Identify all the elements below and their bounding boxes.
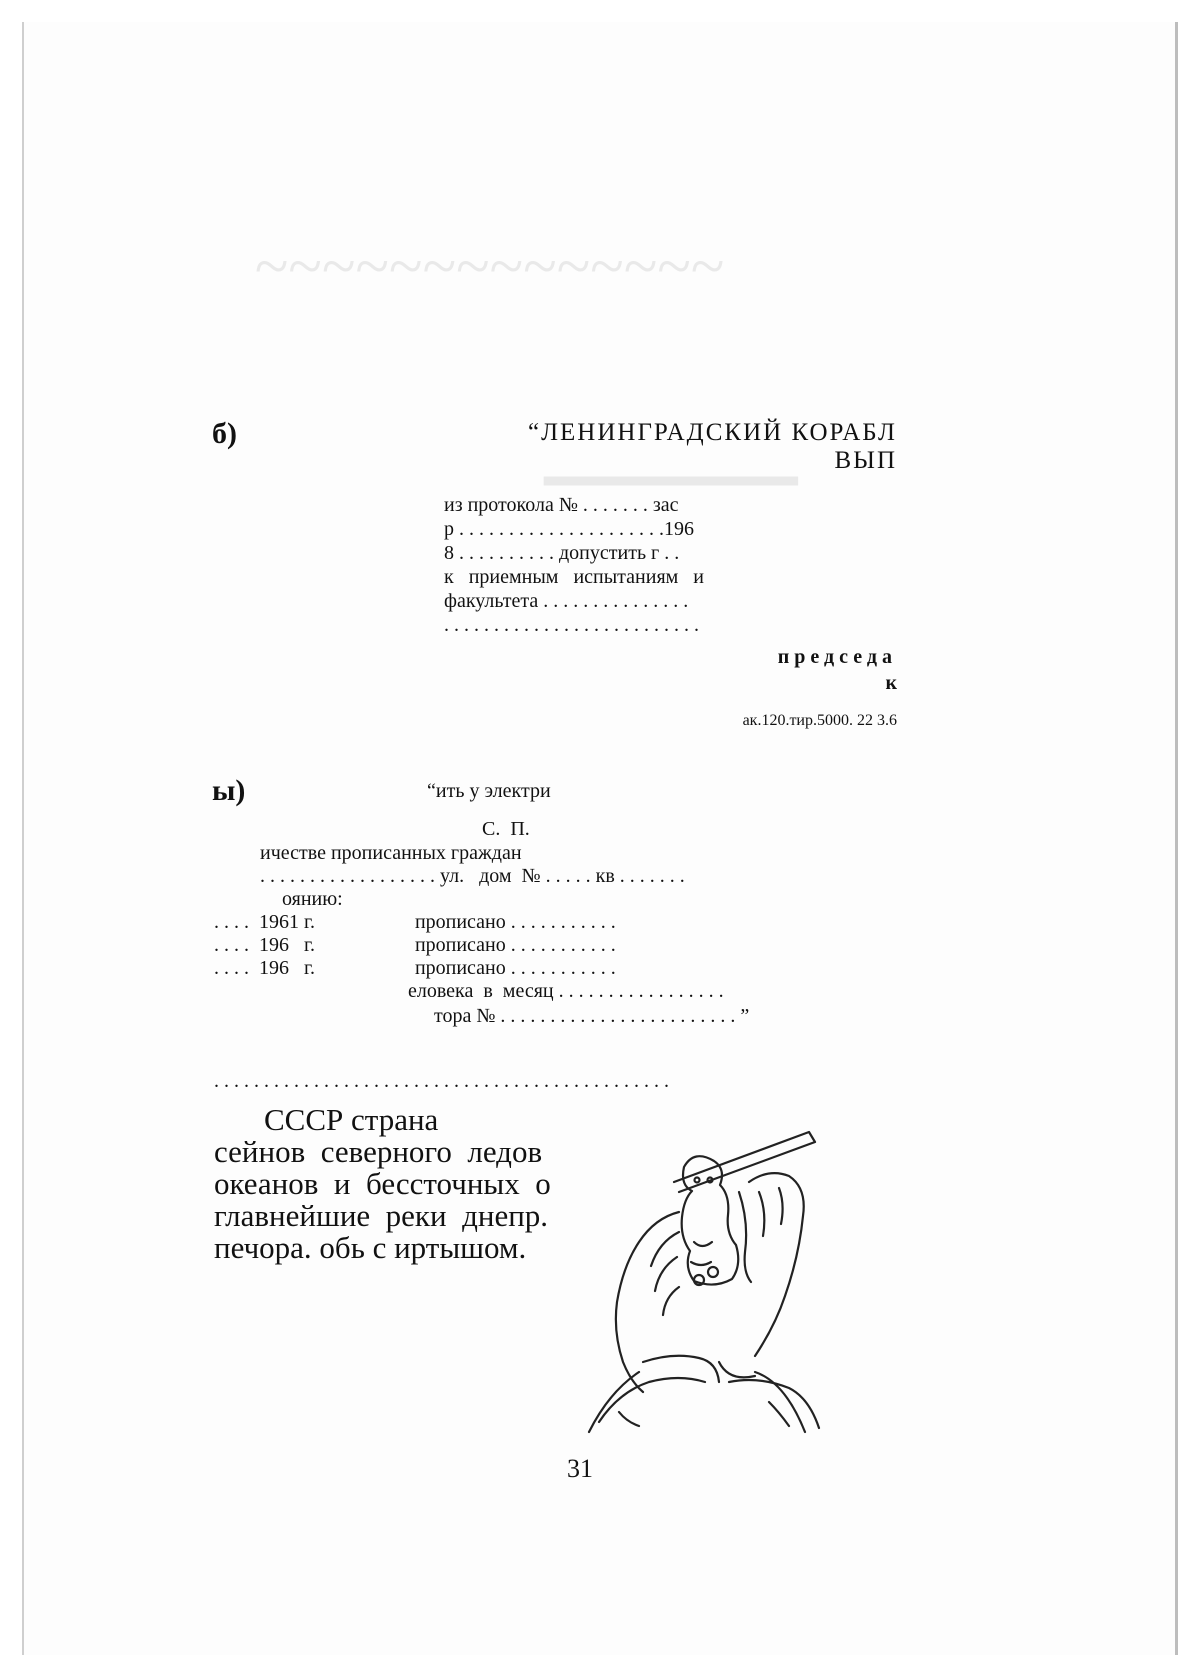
section-v-line: ичестве прописанных граждан: [260, 842, 522, 864]
section-v-line: . . . . 196 г. прописано . . . . . . . . . . .: [214, 957, 616, 979]
section-v-label: ы): [212, 774, 246, 807]
section-divider-dots: . . . . . . . . . . . . . . . . . . . . . . . . . . . . . . . . . . . . . . . . . . . . . .: [214, 1070, 669, 1092]
page-number: 31: [567, 1454, 593, 1483]
section-v-name: С. П.: [482, 818, 530, 840]
section-v-line: тора № . . . . . . . . . . . . . . . . . . . . . . . . ”: [434, 1005, 750, 1027]
geography-line: океанов и бессточных о: [214, 1166, 551, 1201]
section-b-line: к приемным испытаниям и: [444, 566, 704, 588]
document-page: [22, 22, 1178, 1655]
section-b-signature-2: к: [885, 672, 897, 694]
section-v-line: еловека в месяц . . . . . . . . . . . . . . . . .: [408, 980, 724, 1002]
section-b-label: б): [212, 417, 237, 450]
show-through-script: ~~~~~~~~~~~~~~: [254, 233, 724, 301]
section-b-line: р . . . . . . . . . . . . . . . . . . . . .196: [444, 518, 694, 540]
section-v-line: оянию:: [282, 888, 343, 910]
section-b-line: . . . . . . . . . . . . . . . . . . . . . . . . . .: [444, 614, 699, 636]
geography-line: печора. обь с иртышом.: [214, 1230, 527, 1265]
show-through-text: ▂▂▂▂▂▂▂▂▂▂▂: [544, 452, 798, 485]
section-v-line: . . . . 196 г. прописано . . . . . . . . . . .: [214, 934, 616, 956]
section-b-imprint: ак.120.тир.5000. 22 3.6: [742, 712, 897, 729]
geography-line: СССР страна: [264, 1102, 439, 1137]
geography-line: сейнов северного ледов: [214, 1134, 543, 1169]
section-v-line: . . . . . . . . . . . . . . . . . . ул. дом № . . . . . кв . . . . . . .: [260, 865, 685, 887]
section-b-subtitle: ВЫП: [834, 447, 897, 474]
section-b-line: из протокола № . . . . . . . зас: [444, 494, 679, 516]
section-v-title: “ить у электри: [427, 780, 551, 802]
section-b-line: факультета . . . . . . . . . . . . . . .: [444, 590, 689, 612]
section-v-line: . . . . 1961 г. прописано . . . . . . . . . . .: [214, 911, 616, 933]
hands-holding-figure-illustration: [579, 1122, 859, 1442]
geography-line: главнейшие реки днепр.: [214, 1198, 549, 1233]
section-b-title: “ЛЕНИНГРАДСКИЙ КОРАБЛ: [527, 419, 897, 446]
section-b-signature: председа: [777, 646, 897, 668]
section-b-line: 8 . . . . . . . . . . допустить г . .: [444, 542, 680, 564]
